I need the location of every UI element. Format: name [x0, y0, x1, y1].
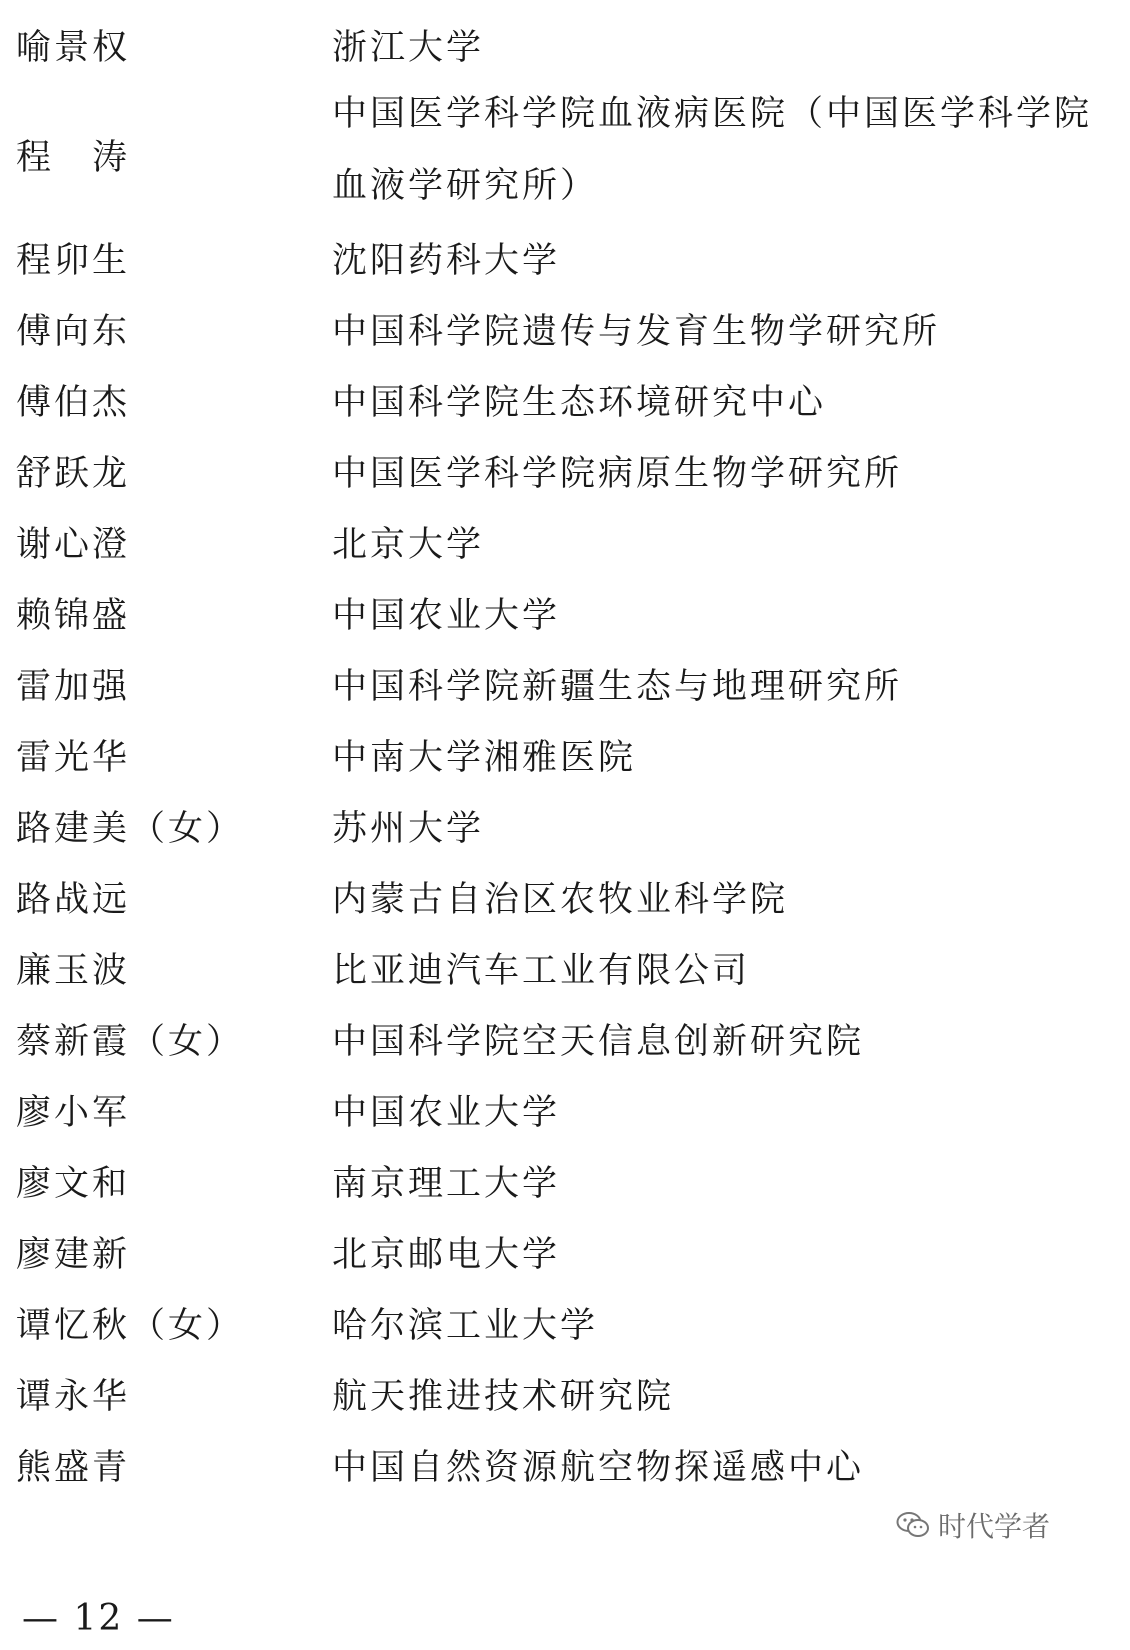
member-name: 程 涛 [16, 138, 131, 178]
member-name: 雷加强 [16, 667, 131, 707]
member-institution: 中国科学院空天信息创新研究院 [332, 1022, 865, 1062]
member-name: 路建美（女） [16, 809, 245, 849]
member-name: 廖小军 [16, 1093, 131, 1133]
watermark [896, 1505, 1050, 1545]
member-institution: 航天推进技术研究院 [332, 1377, 675, 1417]
member-name: 谭永华 [16, 1377, 131, 1417]
member-name: 舒跃龙 [16, 454, 131, 494]
member-institution: 中国医学科学院病原生物学研究所 [332, 454, 903, 494]
member-institution: 中国农业大学 [332, 1093, 561, 1133]
member-institution: 北京邮电大学 [332, 1235, 561, 1275]
watermark-text: 时代学者 [938, 1510, 1051, 1543]
wechat-icon [896, 1511, 930, 1539]
member-institution: 比亚迪汽车工业有限公司 [332, 951, 751, 991]
member-institution: 南京理工大学 [332, 1164, 561, 1204]
member-institution: 中国科学院遗传与发育生物学研究所 [332, 312, 941, 352]
member-institution: 沈阳药科大学 [332, 241, 561, 281]
member-institution: 中国科学院新疆生态与地理研究所 [332, 667, 903, 707]
member-name: 雷光华 [16, 738, 131, 778]
member-institution: 中国科学院生态环境研究中心 [332, 383, 827, 423]
page-number: — 12 — [22, 1598, 175, 1639]
member-name: 谭忆秋（女） [16, 1306, 245, 1346]
member-institution: 中国农业大学 [332, 596, 561, 636]
member-name: 路战远 [16, 880, 131, 920]
member-institution: 哈尔滨工业大学 [332, 1306, 599, 1346]
member-institution: 中南大学湘雅医院 [332, 738, 637, 778]
member-name: 程卯生 [16, 241, 131, 281]
member-institution: 内蒙古自治区农牧业科学院 [332, 880, 789, 920]
member-name: 廖建新 [16, 1235, 131, 1275]
member-name: 熊盛青 [16, 1448, 131, 1488]
member-name: 谢心澄 [16, 525, 131, 565]
member-institution: 中国自然资源航空物探遥感中心 [332, 1448, 865, 1488]
member-name: 傅伯杰 [16, 383, 131, 423]
member-name: 赖锦盛 [16, 596, 131, 636]
member-name: 蔡新霞（女） [16, 1022, 245, 1062]
member-name: 傅向东 [16, 312, 131, 352]
member-name: 喻景权 [16, 28, 131, 68]
member-institution: 浙江大学 [332, 28, 485, 68]
member-name: 廖文和 [16, 1164, 131, 1204]
member-name: 廉玉波 [16, 951, 131, 991]
member-institution: 苏州大学 [332, 809, 485, 849]
member-institution: 北京大学 [332, 525, 485, 565]
member-institution: 中国医学科学院血液病医院（中国医学科学院血液学研究所） [332, 94, 1093, 206]
